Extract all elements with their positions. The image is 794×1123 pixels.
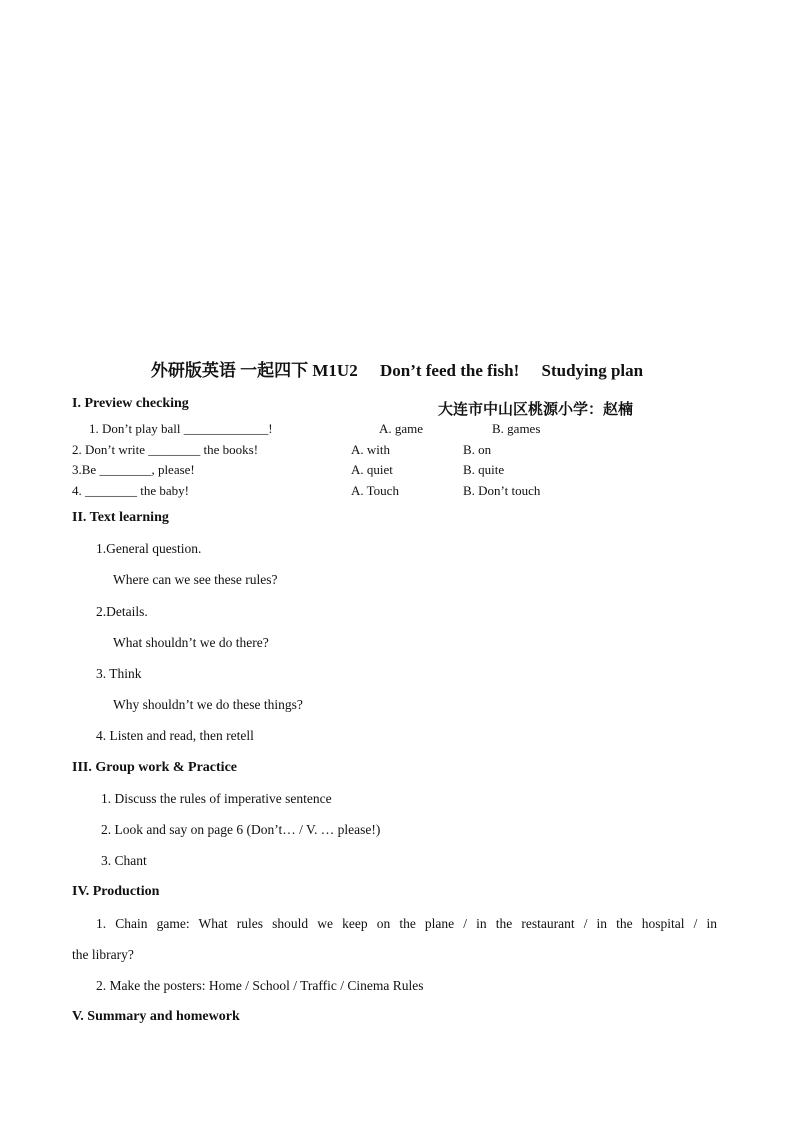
text-learning-line-3: 2.Details. xyxy=(96,604,148,619)
preview-q1-option-a: A. game xyxy=(379,421,424,436)
preview-q4: 4. ________ the baby! xyxy=(72,483,189,498)
production-line-1: 1. Chain game: What rules should we keep on the plane / in the restaurant / in the hospital / in xyxy=(96,916,717,931)
author-line: 大连市中山区桃源小学：赵楠 xyxy=(438,402,634,418)
document-title xyxy=(0,356,794,381)
production-line-1-continued: the library? xyxy=(72,947,134,962)
section-summary-heading: V. Summary and homework xyxy=(72,1009,240,1024)
preview-q4-option-a: A. Touch xyxy=(351,483,399,498)
preview-q2-option-a: A. with xyxy=(351,442,390,457)
section-text-learning-heading: II. Text learning xyxy=(72,510,169,525)
text-learning-line-2: Where can we see these rules? xyxy=(113,572,278,587)
preview-q4-option-b: B. Don’t touch xyxy=(463,483,541,498)
text-learning-line-1: 1.General question. xyxy=(96,541,202,556)
group-work-line-2: 2. Look and say on page 6 (Don’t… / V. … please!) xyxy=(101,822,381,837)
text-learning-line-7: 4. Listen and read, then retell xyxy=(96,728,254,743)
preview-q2: 2. Don’t write ________ the books! xyxy=(72,442,259,457)
production-line-2: 2. Make the posters: Home / School / Traffic / Cinema Rules xyxy=(96,978,424,993)
preview-q3-option-b: B. quite xyxy=(463,462,505,477)
preview-q1-option-b: B. games xyxy=(492,421,541,436)
text-learning-line-4: What shouldn’t we do there? xyxy=(113,635,269,650)
section-group-work-heading: III. Group work & Practice xyxy=(72,760,237,775)
section-production-heading: IV. Production xyxy=(72,884,160,899)
title-lesson: Don’t feed the fish! xyxy=(379,361,520,380)
text-learning-line-5: 3. Think xyxy=(96,666,142,681)
section-preview-heading: I. Preview checking xyxy=(72,396,189,411)
group-work-line-3: 3. Chant xyxy=(101,853,147,868)
group-work-line-1: 1. Discuss the rules of imperative sentence xyxy=(101,791,332,806)
preview-q1: 1. Don’t play ball _____________! xyxy=(89,421,273,436)
preview-q3: 3.Be ________, please! xyxy=(72,462,195,477)
preview-q3-option-a: A. quiet xyxy=(351,462,393,477)
text-learning-line-6: Why shouldn’t we do these things? xyxy=(113,697,303,712)
title-course: 外研版英语 一起四下 M1U2 xyxy=(150,361,358,380)
preview-q2-option-b: B. on xyxy=(463,442,492,457)
title-plan: Studying plan xyxy=(541,361,644,380)
